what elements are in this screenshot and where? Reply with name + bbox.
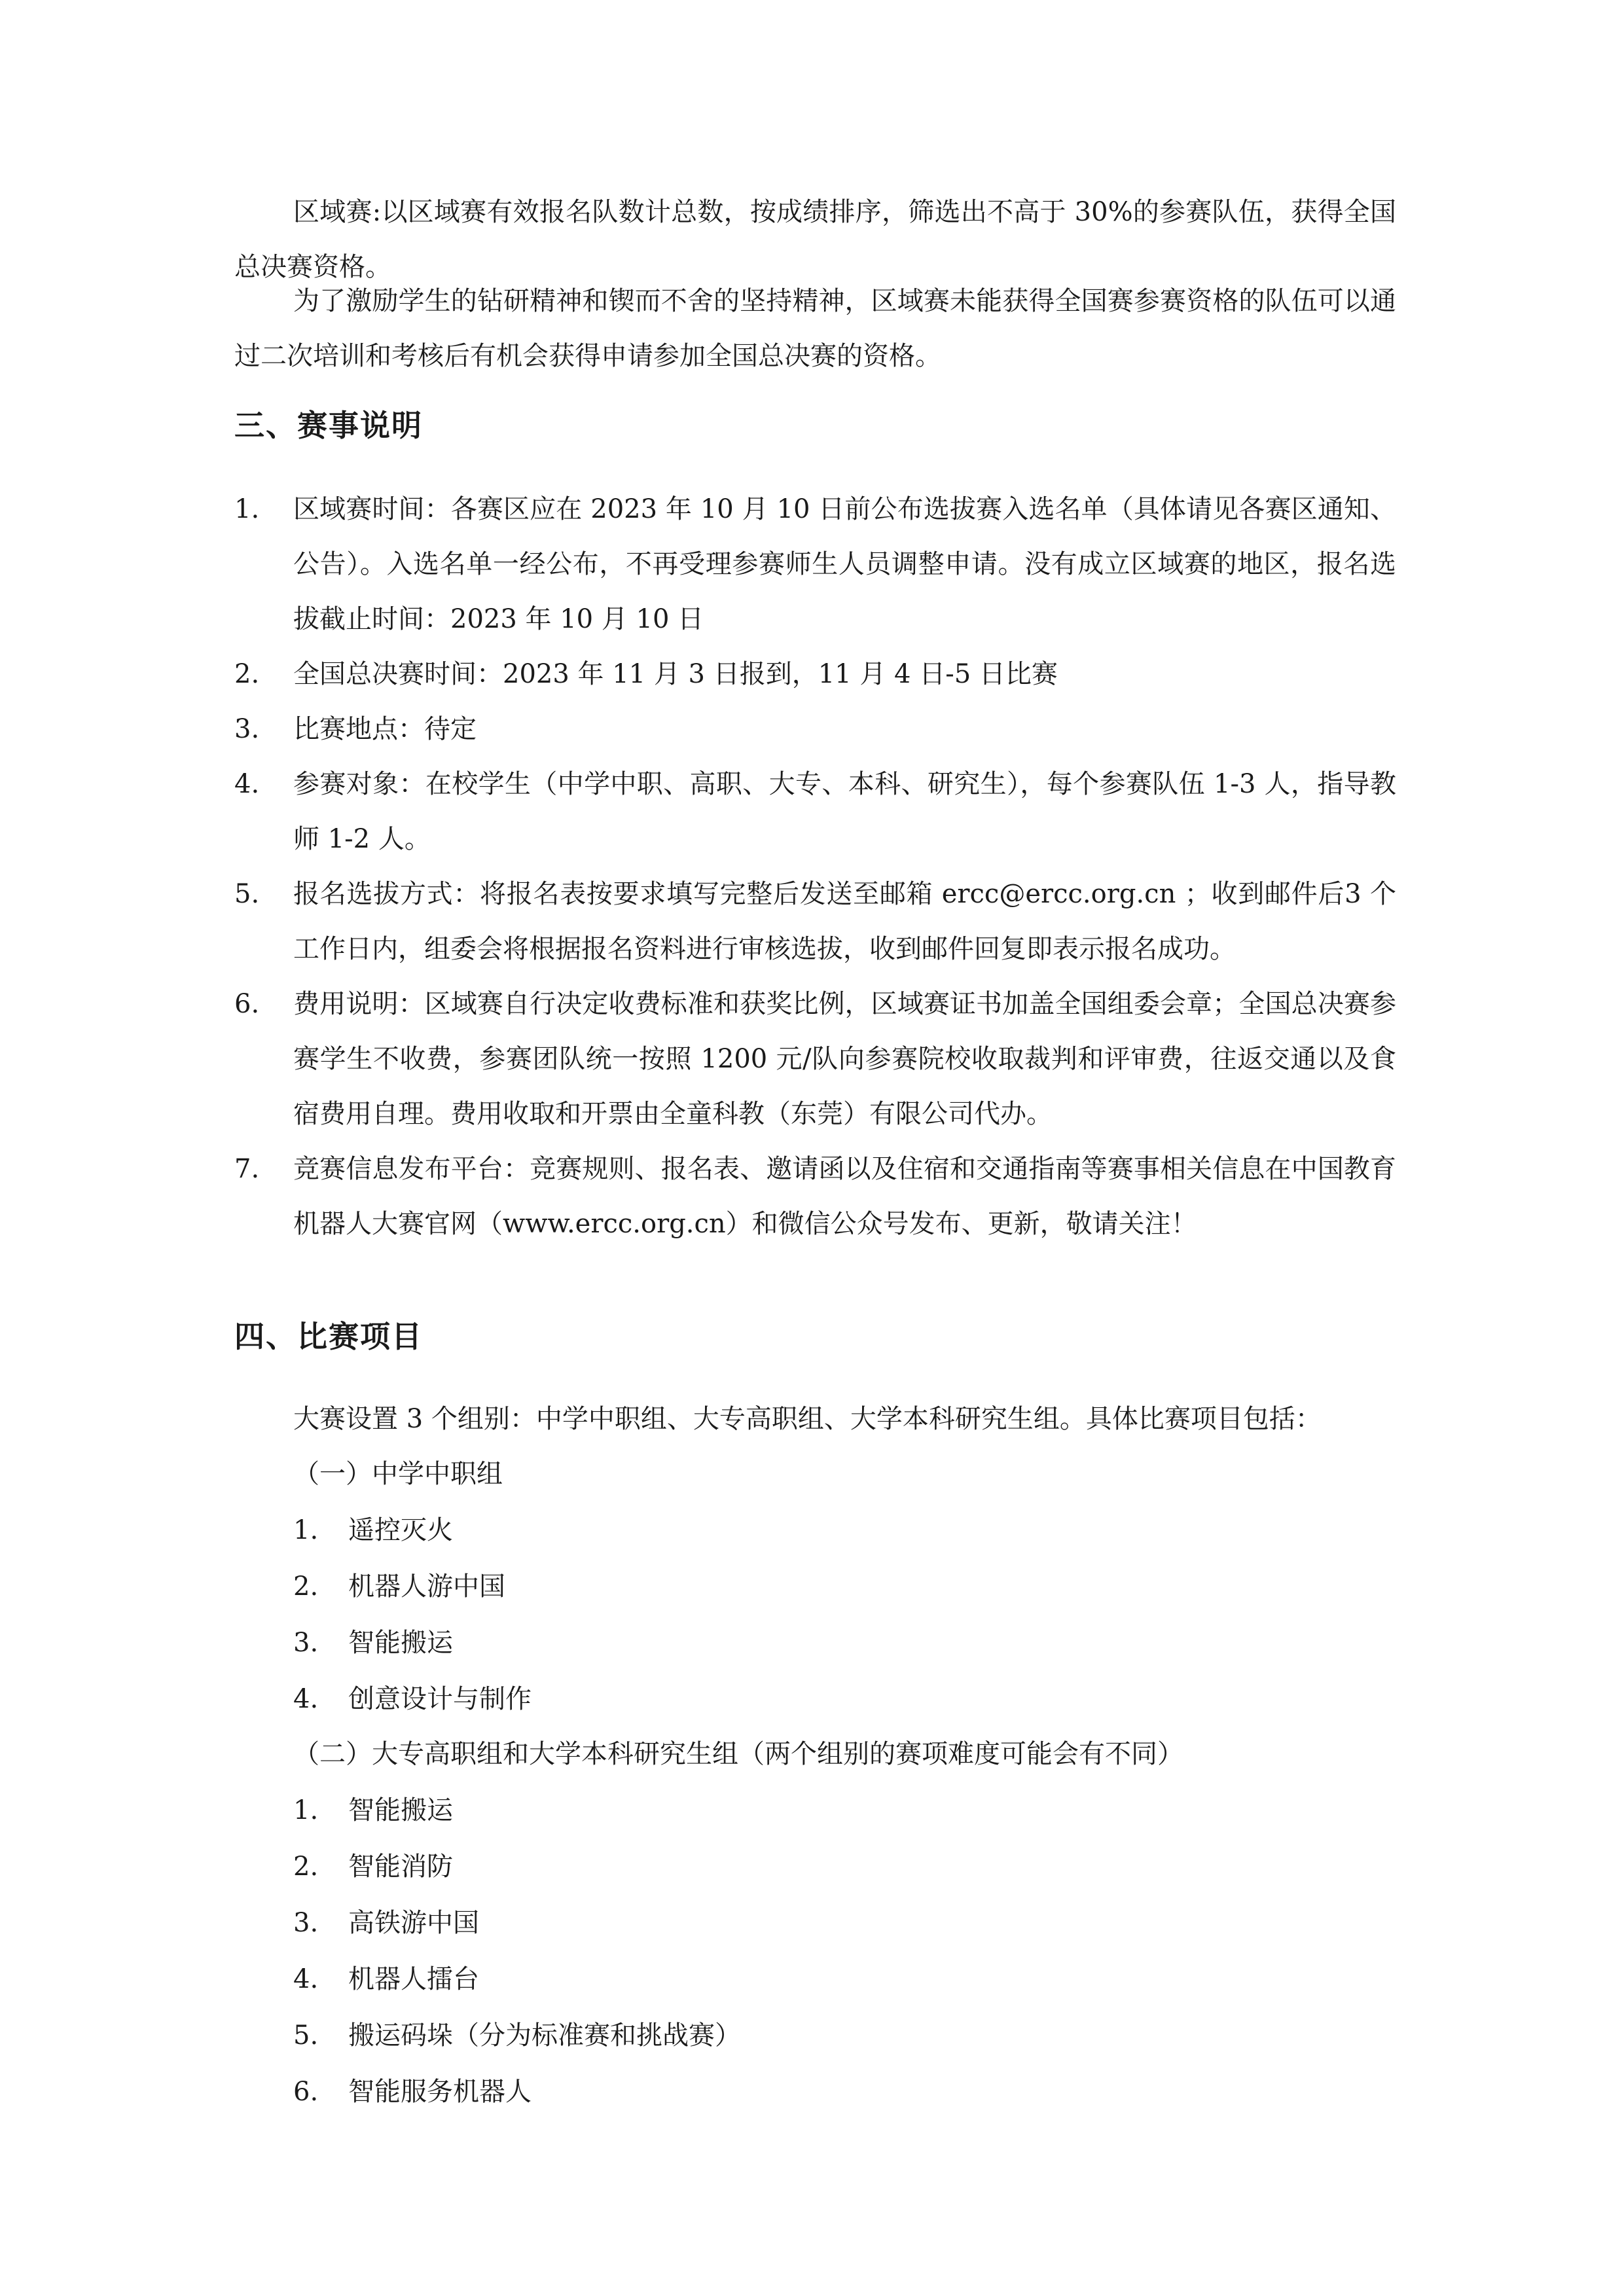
list-number: 2. bbox=[234, 659, 260, 689]
list-text: 机器人游中国 bbox=[348, 1571, 505, 1602]
list-text: 智能消防 bbox=[348, 1852, 453, 1882]
list-number: 4. bbox=[293, 1964, 319, 1994]
list-text: 创意设计与制作 bbox=[348, 1684, 532, 1714]
section-4-intro: 大赛设置 3 个组别：中学中职组、大专高职组、大学本科研究生组。具体比赛项目包括： bbox=[293, 1404, 1322, 1434]
list-number: 5. bbox=[234, 879, 260, 909]
list-number: 4. bbox=[234, 769, 260, 799]
list-text: 区域赛时间：各赛区应在 2023 年 10 月 10 日前公布选拔赛入选名单（具体请见各赛区通知、公告）。入选名单一经公布，不再受理参赛师生人员调整申请。没有成立区域赛的地区，报名选拔截止时间：2023 年 10 月 10 日 bbox=[293, 494, 1396, 634]
list-text: 智能服务机器人 bbox=[348, 2077, 532, 2107]
list-text: 竞赛信息发布平台：竞赛规则、报名表、邀请函以及住宿和交通指南等赛事相关信息在中国教育机器人大赛官网（www.ercc.org.cn）和微信公众号发布、更新，敬请关注！ bbox=[293, 1154, 1396, 1239]
list-item bbox=[293, 1895, 1341, 1951]
list-text: 比赛地点：待定 bbox=[293, 714, 477, 744]
list-text: 高铁游中国 bbox=[348, 1908, 479, 1938]
list-item bbox=[234, 757, 1396, 867]
list-item bbox=[234, 702, 1396, 757]
section-3-list bbox=[234, 482, 1396, 1251]
list-number: 3. bbox=[234, 714, 260, 744]
group-1-title: （一）中学中职组 bbox=[293, 1459, 503, 1489]
section-3-heading: 三、赛事说明 bbox=[234, 408, 423, 443]
list-item bbox=[293, 1951, 1341, 2007]
list-item bbox=[234, 977, 1396, 1141]
list-number: 2. bbox=[293, 1852, 319, 1882]
list-text: 报名选拔方式：将报名表按要求填写完整后发送至邮箱 ercc@ercc.org.cn ；收到邮件后3 个工作日内，组委会将根据报名资料进行审核选拔，收到邮件回复即表示报名成功。 bbox=[293, 879, 1396, 964]
list-item bbox=[293, 2007, 1341, 2064]
list-item bbox=[234, 1141, 1396, 1251]
list-item bbox=[234, 867, 1396, 977]
list-text: 智能搬运 bbox=[348, 1795, 453, 1825]
list-item bbox=[293, 1839, 1341, 1895]
intro-paragraph-1: 区域赛:以区域赛有效报名队数计总数，按成绩排序，筛选出不高于 30%的参赛队伍，获得全国总决赛资格。 bbox=[234, 197, 1396, 282]
list-item bbox=[293, 1615, 1341, 1671]
list-number: 1. bbox=[293, 1515, 319, 1545]
section-4-heading: 四、比赛项目 bbox=[234, 1319, 423, 1354]
list-number: 7. bbox=[234, 1154, 260, 1184]
list-item bbox=[293, 1502, 1341, 1558]
list-number: 2. bbox=[293, 1571, 319, 1602]
intro-paragraph-2: 为了激励学生的钻研精神和锲而不舍的坚持精神，区域赛未能获得全国赛参赛资格的队伍可以通过二次培训和考核后有机会获得申请参加全国总决赛的资格。 bbox=[234, 286, 1396, 371]
list-number: 1. bbox=[234, 494, 260, 524]
list-text: 费用说明：区域赛自行决定收费标准和获奖比例，区域赛证书加盖全国组委会章；全国总决赛参赛学生不收费，参赛团队统一按照 1200 元/队向参赛院校收取裁判和评审费，往返交通以及食宿费用自理。费用收取和开票由全童科教（东莞）有限公司代办。 bbox=[293, 989, 1396, 1129]
list-number: 3. bbox=[293, 1908, 319, 1938]
list-text: 全国总决赛时间：2023 年 11 月 3 日报到，11 月 4 日-5 日比赛 bbox=[293, 659, 1058, 689]
list-text: 参赛对象：在校学生（中学中职、高职、大专、本科、研究生），每个参赛队伍 1-3 人，指导教师 1-2 人。 bbox=[293, 769, 1396, 854]
list-text: 遥控灭火 bbox=[348, 1515, 453, 1545]
group-2-list bbox=[293, 1782, 1341, 2120]
list-text: 智能搬运 bbox=[348, 1628, 453, 1658]
list-item bbox=[293, 1782, 1341, 1839]
list-item bbox=[234, 482, 1396, 647]
list-number: 5. bbox=[293, 2020, 319, 2051]
list-number: 4. bbox=[293, 1684, 319, 1714]
list-item bbox=[293, 1671, 1341, 1727]
list-text: 搬运码垛（分为标准赛和挑战赛） bbox=[348, 2020, 741, 2051]
list-number: 1. bbox=[293, 1795, 319, 1825]
list-item bbox=[293, 1558, 1341, 1615]
list-text: 机器人擂台 bbox=[348, 1964, 479, 1994]
group-2-title: （二）大专高职组和大学本科研究生组（两个组别的赛项难度可能会有不同） bbox=[293, 1739, 1183, 1769]
list-item bbox=[293, 2064, 1341, 2120]
group-1-list bbox=[293, 1502, 1341, 1727]
list-number: 6. bbox=[234, 989, 260, 1019]
list-item bbox=[234, 647, 1396, 702]
list-number: 6. bbox=[293, 2077, 319, 2107]
list-number: 3. bbox=[293, 1628, 319, 1658]
